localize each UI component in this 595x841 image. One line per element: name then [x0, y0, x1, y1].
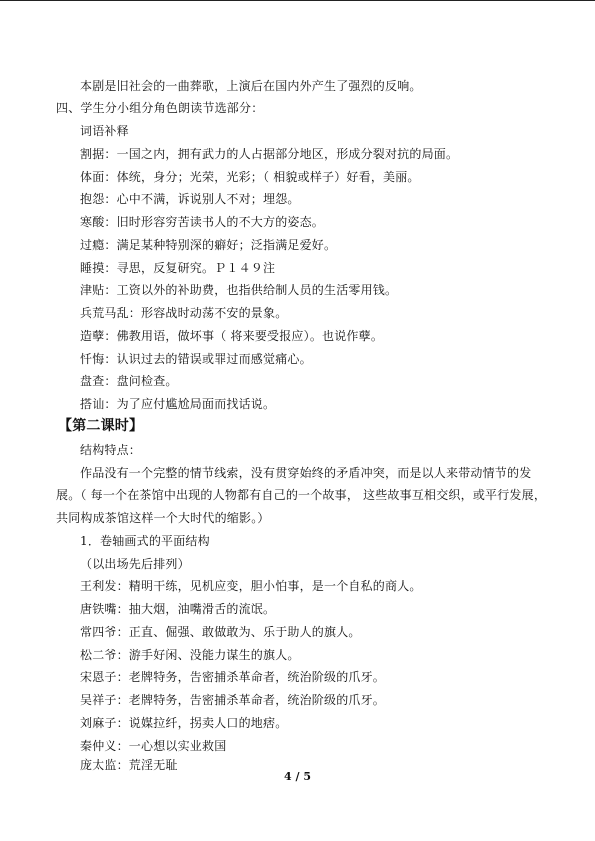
glossary-item: 寒酸：旧时形容穷苦读书人的不大方的姿态。 — [80, 215, 325, 229]
glossary-item: 搭讪：为了应付尴尬局面而找话说。 — [80, 397, 276, 411]
paragraph-line: 作品没有一个完整的情节线索，没有贯穿始终的矛盾冲突，而是以人来带动情节的发 — [80, 466, 532, 480]
character-item: 唐铁嘴：抽大烟，油嘴滑舌的流氓。 — [80, 602, 276, 616]
glossary-item: 过瘾：满足某种特别深的癖好；泛指满足爱好。 — [80, 238, 337, 252]
subheading: 词语补释 — [80, 124, 129, 138]
top-border — [0, 0, 595, 1]
character-item: 刘麻子：说媒拉纤，拐卖人口的地痞。 — [80, 716, 288, 730]
text-line: 结构特点： — [80, 443, 142, 457]
text-line: 本剧是旧社会的一曲葬歌，上演后在国内外产生了强烈的反响。 — [80, 79, 422, 93]
character-item: 王利发：精明干练，见机应变，胆小怕事，是一个自私的商人。 — [80, 579, 422, 593]
character-item: 吴祥子：老牌特务，告密捕杀革命者，统治阶级的爪牙。 — [80, 693, 386, 707]
section-heading: 四、学生分小组分角色朗读节选部分： — [56, 101, 264, 115]
subheading: 1．卷轴画式的平面结构 — [80, 534, 210, 548]
character-item: 宋恩子：老牌特务，告密捕杀革命者，统治阶级的爪牙。 — [80, 670, 386, 684]
glossary-item: 盘查：盘问检查。 — [80, 374, 178, 388]
page-number: 4 / 5 — [284, 770, 311, 783]
character-item: 秦仲义：一心想以实业救国 — [80, 739, 227, 753]
glossary-item: 体面：体统，身分；光荣，光彩；（ 相貌或样子）好看，美丽。 — [80, 170, 420, 184]
glossary-item: 津贴：工资以外的补助费，也指供给制人员的生活零用钱。 — [80, 283, 398, 297]
paragraph-line: 展。（ 每一个在茶馆中出现的人物都有自己的一个故事， 这些故事互相交织，或平行发展， — [56, 488, 547, 502]
lesson-heading: 【第二课时】 — [58, 418, 144, 434]
glossary-item: 忏悔：认识过去的错误或罪过而感觉痛心。 — [80, 352, 312, 366]
character-item: 常四爷：正直、倔强、敢做敢为、乐于助人的旗人。 — [80, 625, 361, 639]
glossary-item: 睡摸：寻思，反复研究。Ｐ１４９注 — [80, 261, 276, 275]
glossary-item: 割据：一国之内，拥有武力的人占据部分地区，形成分裂对抗的局面。 — [80, 147, 459, 161]
character-item: 松二爷：游手好闲、没能力谋生的旗人。 — [80, 648, 300, 662]
character-item: 庞太监：荒淫无耻 — [80, 758, 178, 772]
glossary-item: 兵荒马乱：形容战时动荡不安的景象。 — [80, 306, 288, 320]
glossary-item: 造孽：佛教用语，做坏事（ 将来要受报应）。也说作孽。 — [80, 329, 384, 343]
text-line: （以出场先后排列） — [80, 557, 190, 571]
paragraph-line: 共同构成茶馆这样一个大时代的缩影。） — [56, 511, 270, 525]
glossary-item: 抱怨：心中不满，诉说别人不对；埋怨。 — [80, 192, 300, 206]
